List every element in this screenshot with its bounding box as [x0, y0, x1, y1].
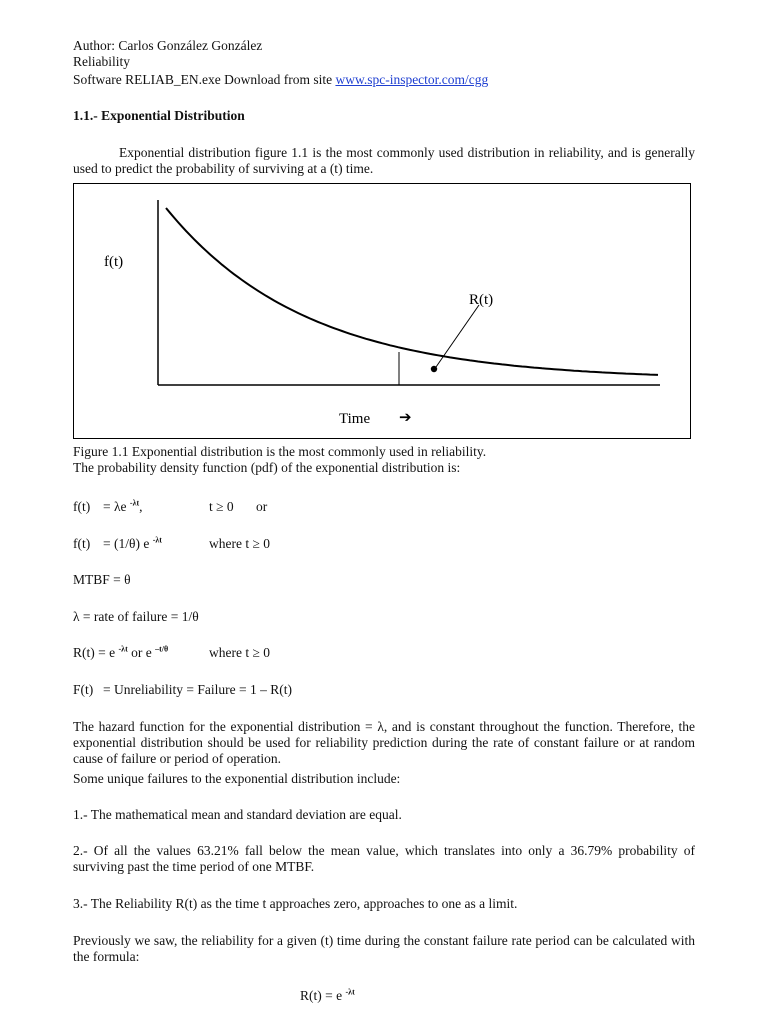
- f1-exponent: -λt: [129, 498, 140, 508]
- figure-caption: Figure 1.1 Exponential distribution is the most commonly used in reliability.: [73, 444, 487, 459]
- formula-unreliability: [73, 682, 292, 698]
- F-lhs: F(t): [73, 682, 94, 697]
- r-lhs: R(t) = e: [73, 645, 116, 660]
- exponential-curve-figure: [74, 184, 690, 438]
- f1-condition: t ≥ 0: [209, 499, 234, 514]
- r-condition: where t ≥ 0: [209, 645, 271, 660]
- f2-rhs-text: = (1/θ) e: [103, 536, 150, 551]
- f2-rhs: [103, 536, 162, 552]
- f1-rhs-text: = λe: [103, 499, 127, 514]
- figure-exponential: [73, 183, 691, 439]
- f1-comma: ,: [139, 499, 143, 514]
- rt-point: [431, 366, 437, 372]
- site-link[interactable]: www.spc-inspector.com/cgg: [335, 72, 489, 87]
- f1-lhs: f(t): [73, 499, 91, 514]
- r-exponent-2: –t/θ: [155, 644, 169, 654]
- section-title: 1.1.- Exponential Distribution: [73, 108, 245, 123]
- unique-intro: Some unique failures to the exponential distribution include:: [73, 771, 401, 786]
- f2-lhs: f(t): [73, 536, 91, 551]
- previous-paragraph: Previously we saw, the reliability for a given (t) time during the constant failure rate period can be calculated with the formula:: [73, 933, 695, 964]
- author-line: Author: Carlos González González: [73, 38, 263, 53]
- F-rhs: = Unreliability = Failure = 1 – R(t): [103, 682, 292, 697]
- formula-reliability: [73, 644, 271, 661]
- software-line: [73, 72, 488, 88]
- f1-or: or: [256, 499, 268, 514]
- pdf-intro: The probability density function (pdf) of the exponential distribution is:: [73, 460, 461, 475]
- r-exponent-1: -λt: [118, 644, 128, 654]
- f2-exponent: -λt: [152, 535, 162, 545]
- r-or: or e: [131, 645, 152, 660]
- list-item: 3.- The Reliability R(t) as the time t approaches zero, approaches to one as a limit.: [73, 896, 518, 911]
- formula-mtbf: MTBF = θ: [73, 572, 131, 587]
- formula-lambda: λ = rate of failure = 1/θ: [73, 609, 199, 624]
- software-text: Software RELIAB_EN.exe Download from site: [73, 72, 336, 87]
- final-exponent: -λt: [345, 987, 355, 997]
- x-axis-label: Time: [339, 411, 371, 427]
- right-arrow-icon: ➔: [399, 410, 412, 426]
- list-item: 1.- The mathematical mean and standard deviation are equal.: [73, 807, 402, 822]
- hazard-paragraph: The hazard function for the exponential distribution = λ, and is constant throughout the function. Therefore, the exponential distribution should be used for reliability prediction during the rate of constant failure or at random cause of failure or period of operation.: [73, 719, 695, 766]
- list-item: 2.- Of all the values 63.21% fall below the mean value, which translates into only a 36.79% probability of surviving past the time period of one MTBF.: [73, 843, 695, 874]
- subject-line: Reliability: [73, 54, 130, 69]
- y-axis-label: f(t): [104, 254, 124, 270]
- final-lhs: R(t) = e: [300, 988, 343, 1003]
- exponential-curve: [166, 208, 658, 375]
- curve-label: R(t): [469, 292, 494, 308]
- intro-paragraph: Exponential distribution figure 1.1 is the most commonly used distribution in reliability, and is generally used to predict the probability of surviving at a (t) time.: [73, 145, 695, 176]
- final-formula: [300, 988, 355, 1004]
- f2-condition: where t ≥ 0: [209, 536, 271, 551]
- f1-rhs: [103, 499, 143, 515]
